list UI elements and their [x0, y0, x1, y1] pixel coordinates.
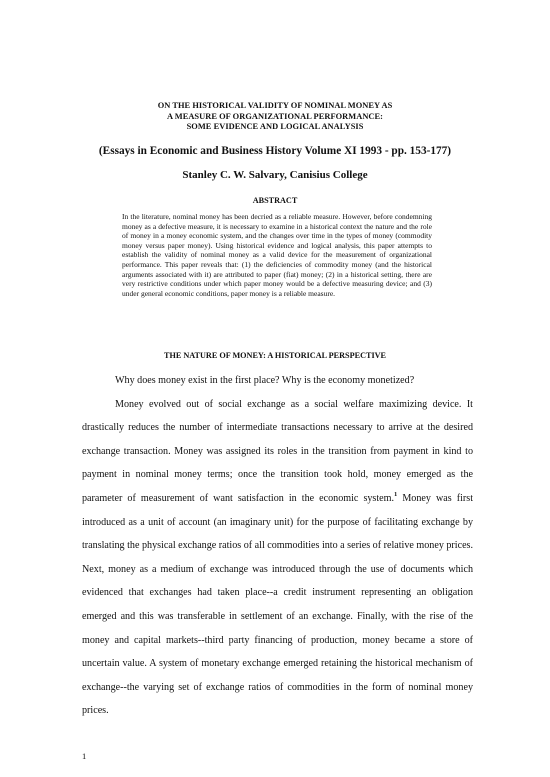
paragraph-2	[82, 393, 473, 723]
abstract-text: In the literature, nominal money has been decried as a reliable measure. However, before condemning money as a defective measure, it is necessary to examine in a historical context the nature and the role of money in a money economic system, and the changes over time in the types of money (commodity money versus paper money). Using historical evidence and logical analysis, this paper attempts to establish the validity of nominal money as a valid device for the measurement of organizational performance. This paper reveals that: (1) the deficiencies of commodity money (and the historical arguments associated with it) are attributed to paper (fiat) money; (2) in a historical setting, there are very restrictive conditions under which paper money would be a defective measuring device; and (3) under general economic conditions, paper money is a reliable measure.	[122, 212, 432, 298]
publication-citation: (Essays in Economic and Business History Volume XI 1993 - pp. 153-177)	[98, 145, 452, 157]
footnote-marker[interactable]: 1	[394, 490, 398, 498]
section-heading: THE NATURE OF MONEY: A HISTORICAL PERSPECTIVE	[163, 351, 386, 360]
body-text	[82, 369, 473, 723]
paragraph-1: Why does money exist in the first place? Why is the economy monetized?	[115, 375, 415, 386]
abstract-heading: ABSTRACT	[252, 196, 298, 205]
paper-title-line-3: SOME EVIDENCE AND LOGICAL ANALYSIS	[186, 122, 364, 131]
paper-title-line-2: A MEASURE OF ORGANIZATIONAL PERFORMANCE:	[166, 111, 384, 121]
paragraph-2-part-1: Money evolved out of social exchange as a social welfare maximizing device. It drastically reduces the number of intermediate transactions necessary to arrive at the desired exchange transaction. Money was assigned its roles in the transition from payment in kind to payment in nominal money terms; once the transition took hold, money emerged as the parameter of measurement of want satisfaction in the economic system.	[82, 398, 473, 504]
author-affiliation: Stanley C. W. Salvary, Canisius College	[182, 169, 368, 181]
page-number: 1	[82, 751, 87, 761]
paper-title-line-1: ON THE HISTORICAL VALIDITY OF NOMINAL MONEY AS	[157, 101, 393, 110]
paragraph-2-part-2: Money was first introduced as a unit of account (an imaginary unit) for the purpose of facilitating exchange by translating the physical exchange ratios of all commodities into a series of relative money prices. Next, money as a medium of exchange was introduced through the use of documents which evidenced that exchanges had taken place--a credit instrument representing an obligation emerged and this was transferable in settlement of an exchange. Finally, with the rise of the money and capital markets--third party financing of production, money became a store of uncertain value. A system of monetary exchange emerged retaining the historical mechanism of exchange--the varying set of exchange ratios of commodities in the form of nominal money prices.	[82, 492, 474, 717]
